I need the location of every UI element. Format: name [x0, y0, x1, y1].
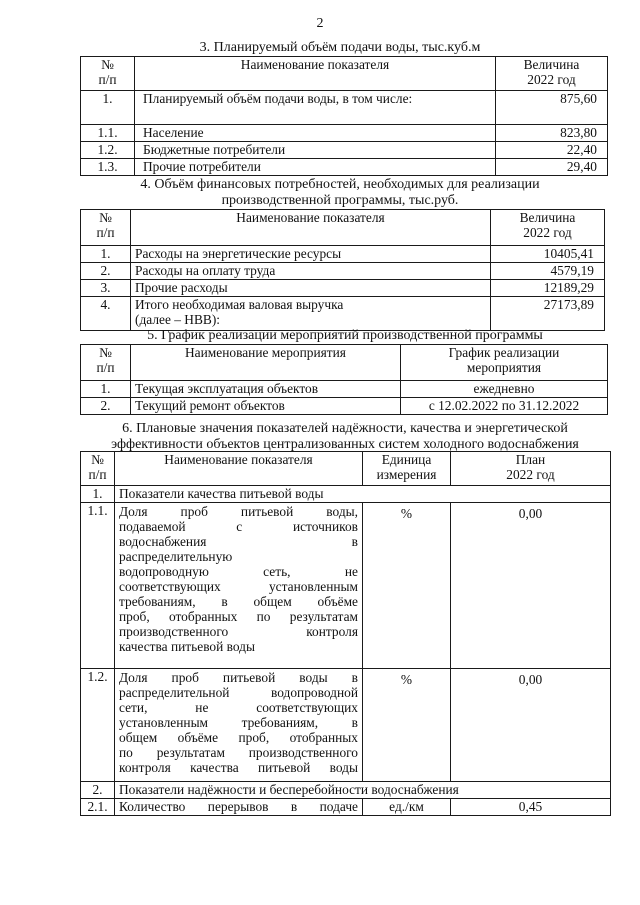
group-number: 1. [81, 486, 115, 503]
header-unit: Единица измерения [363, 452, 451, 486]
group-number: 2. [81, 782, 115, 799]
row-name: Текущий ремонт объектов [131, 398, 401, 415]
row-plan: 0,45 [451, 799, 611, 816]
table-row [81, 246, 605, 263]
row-name-line: сети, не соответствующих [119, 700, 358, 715]
row-name-line: водопроводную сеть, не [119, 564, 358, 579]
table-header-row [81, 210, 605, 246]
table-row [81, 398, 608, 415]
row-number: 1. [81, 381, 131, 398]
header-name: Наименование показателя [131, 210, 491, 246]
row-name-line: соответствующих установленным [119, 579, 358, 594]
row-value: 4579,19 [491, 263, 605, 280]
row-name-line: Доля проб питьевой воды, [119, 504, 358, 519]
row-schedule: с 12.02.2022 по 31.12.2022 [401, 398, 608, 415]
table-row [81, 91, 608, 125]
table-row [81, 503, 611, 669]
row-name: Текущая эксплуатация объектов [131, 381, 401, 398]
header-number: № п/п [81, 57, 135, 91]
row-name: Прочие потребители [135, 159, 496, 176]
row-name: Прочие расходы [131, 280, 491, 297]
row-unit: % [363, 503, 451, 669]
row-name-line: контроля качества питьевой воды [119, 760, 358, 775]
row-value: 29,40 [496, 159, 608, 176]
group-row [81, 782, 611, 799]
row-number: 1.1. [81, 503, 115, 669]
table-header-row [81, 57, 608, 91]
row-value: 875,60 [496, 91, 608, 125]
header-number: № п/п [81, 345, 131, 381]
table-header-row [81, 345, 608, 381]
row-name: Итого необходимая валовая выручка (далее – НВВ): [131, 297, 491, 331]
row-name [115, 669, 363, 782]
row-name-line: качества питьевой воды [119, 639, 255, 654]
row-value: 22,40 [496, 142, 608, 159]
table-header-row [81, 452, 611, 486]
row-name: Бюджетные потребители [135, 142, 496, 159]
section-3-table [80, 56, 608, 176]
row-number: 2. [81, 398, 131, 415]
table-row [81, 381, 608, 398]
header-schedule: График реализации мероприятия [401, 345, 608, 381]
row-value: 27173,89 [491, 297, 605, 331]
row-name-line: подаваемой с источников [119, 519, 358, 534]
row-name-line: требованиям, в общем объёме [119, 594, 358, 609]
table-row [81, 297, 605, 331]
row-name: Население [135, 125, 496, 142]
row-name-line: производственного контроля [119, 624, 358, 639]
row-name: Расходы на оплату труда [131, 263, 491, 280]
row-number: 1.2. [81, 669, 115, 782]
header-number: № п/п [81, 452, 115, 486]
table-row [81, 142, 608, 159]
table-row [81, 669, 611, 782]
row-name-line: Доля проб питьевой воды в [119, 670, 358, 685]
row-plan: 0,00 [451, 669, 611, 782]
row-unit: % [363, 669, 451, 782]
row-value: 10405,41 [491, 246, 605, 263]
row-number: 2. [81, 263, 131, 280]
group-title: Показатели качества питьевой воды [115, 486, 611, 503]
section-6-caption: 6. Плановые значения показателей надёжности, качества и энергетической эффективности объектов централизованных систем холодного водоснабжения [111, 421, 579, 452]
group-row [81, 486, 611, 503]
row-number: 1.1. [81, 125, 135, 142]
row-name [115, 503, 363, 669]
table-row [81, 799, 611, 816]
section-3-caption: 3. Планируемый объём подачи воды, тыс.куб.м [199, 40, 481, 55]
row-name-line: по результатам производственного [119, 745, 358, 760]
header-number: № п/п [81, 210, 131, 246]
table-row [81, 263, 605, 280]
row-value: 12189,29 [491, 280, 605, 297]
row-name-line: установленным требованиям, в [119, 715, 358, 730]
header-plan: План 2022 год [451, 452, 611, 486]
table-row [81, 280, 605, 297]
section-5-table [80, 344, 608, 415]
row-name-line: распределительной водопроводной [119, 685, 358, 700]
row-plan: 0,00 [451, 503, 611, 669]
section-5-caption: 5. График реализации мероприятий производственной программы [147, 328, 543, 343]
group-title: Показатели надёжности и бесперебойности водоснабжения [115, 782, 611, 799]
row-number: 3. [81, 280, 131, 297]
header-name: Наименование показателя [135, 57, 496, 91]
row-number: 2.1. [81, 799, 115, 816]
row-number: 1.2. [81, 142, 135, 159]
header-value: Величина 2022 год [496, 57, 608, 91]
row-number: 1.3. [81, 159, 135, 176]
row-name-line: проб, отобранных по результатам [119, 609, 358, 624]
row-number: 4. [81, 297, 131, 331]
header-name: Наименование мероприятия [131, 345, 401, 381]
section-4-table [80, 209, 605, 331]
row-value: 823,80 [496, 125, 608, 142]
table-row [81, 125, 608, 142]
header-name: Наименование показателя [115, 452, 363, 486]
section-6-table [80, 451, 611, 816]
section-4-caption: 4. Объём финансовых потребностей, необходимых для реализации производственной программы, тыс.руб. [140, 177, 540, 208]
header-value: Величина 2022 год [491, 210, 605, 246]
page-number: 2 [316, 16, 324, 31]
row-unit: ед./км [363, 799, 451, 816]
row-name: Количество перерывов в подаче [115, 799, 363, 816]
table-row [81, 159, 608, 176]
row-name: Расходы на энергетические ресурсы [131, 246, 491, 263]
row-schedule: ежедневно [401, 381, 608, 398]
row-name: Планируемый объём подачи воды, в том числе: [135, 91, 496, 125]
row-number: 1. [81, 246, 131, 263]
row-name-line: водоснабжения в [119, 534, 358, 549]
row-name-line: распределительную [119, 549, 233, 564]
row-number: 1. [81, 91, 135, 125]
row-name-line: общем объёме проб, отобранных [119, 730, 358, 745]
